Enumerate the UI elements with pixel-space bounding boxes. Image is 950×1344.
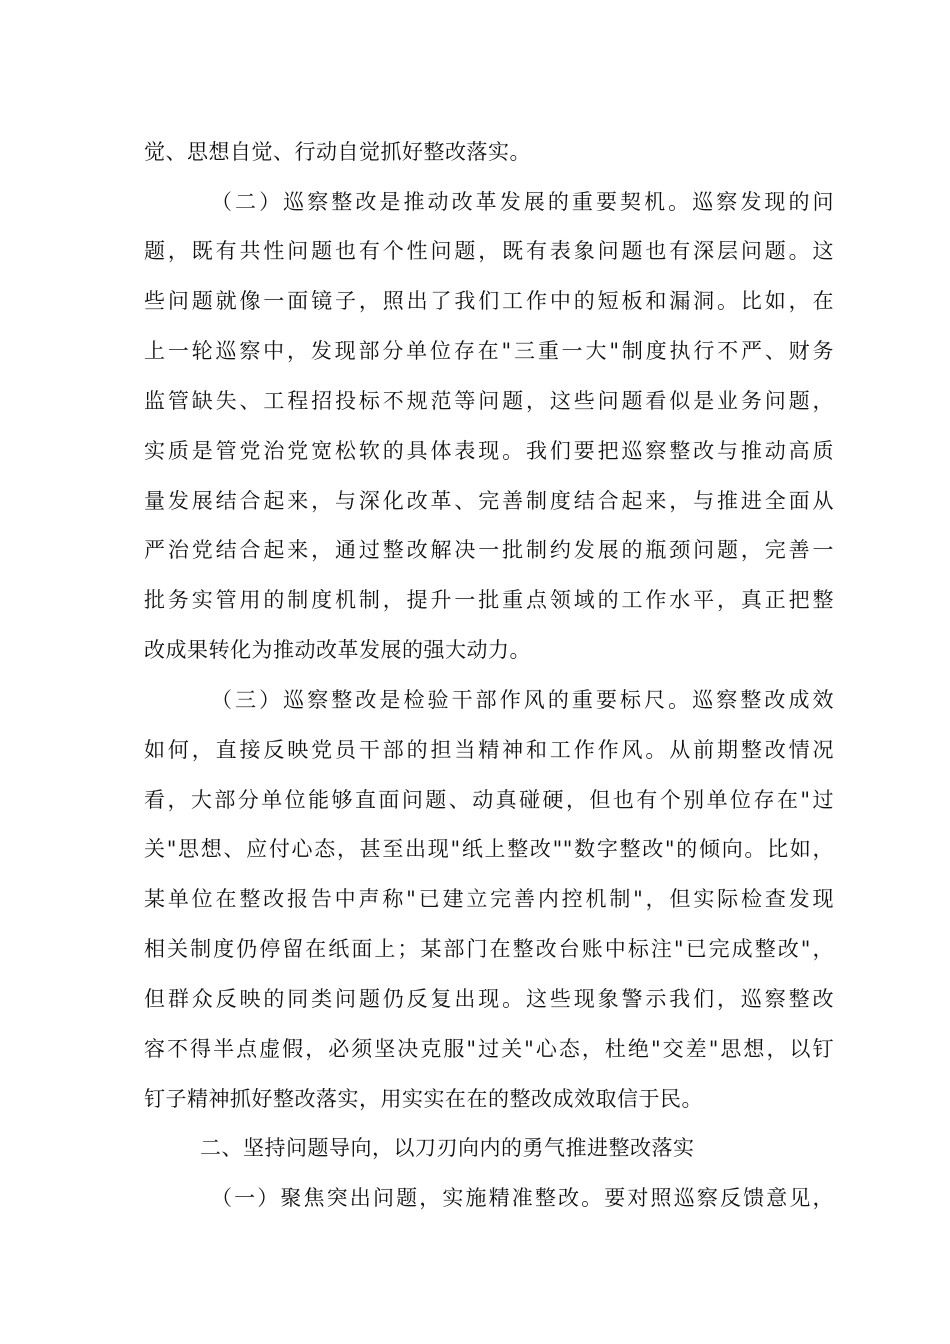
section-heading: 二、坚持问题导向，以刀刃向内的勇气推进整改落实	[200, 1136, 695, 1160]
paragraph-line: 改成果转化为推动改革发展的强大动力。	[144, 638, 531, 662]
paragraph-line: 如何，直接反映党员干部的担当精神和工作作风。从前期整改情况	[144, 738, 834, 762]
paragraph-line: 但群众反映的同类问题仍反复出现。这些现象警示我们，巡察整改	[144, 987, 834, 1011]
paragraph-line: 容不得半点虚假，必须坚决克服"过关"心态，杜绝"交差"思想，以钉	[144, 1037, 834, 1061]
paragraph-line: 量发展结合起来，与深化改革、完善制度结合起来，与推进全面从	[144, 489, 834, 513]
paragraph-line: （一）聚焦突出问题，实施精准整改。要对照巡察反馈意见，	[211, 1186, 834, 1210]
paragraph-line: 上一轮巡察中，发现部分单位存在"三重一大"制度执行不严、财务	[144, 339, 834, 363]
paragraph-line: 实质是管党治党宽松软的具体表现。我们要把巡察整改与推动高质	[144, 439, 834, 463]
paragraph-line: 关"思想、应付心态，甚至出现"纸上整改""数字整改"的倾向。比如，	[144, 837, 834, 861]
paragraph-line: 看，大部分单位能够直面问题、动真碰硬，但也有个别单位存在"过	[144, 788, 834, 812]
paragraph-line: 某单位在整改报告中声称"已建立完善内控机制"，但实际检查发现	[144, 887, 834, 911]
paragraph-line: 钉子精神抓好整改落实，用实实在在的整改成效取信于民。	[144, 1087, 703, 1111]
paragraph-line: 批务实管用的制度机制，提升一批重点领域的工作水平，真正把整	[144, 588, 834, 612]
paragraph-line: 严治党结合起来，通过整改解决一批制约发展的瓶颈问题，完善一	[144, 538, 834, 562]
paragraph-line: 监管缺失、工程招投标不规范等问题，这些问题看似是业务问题，	[144, 389, 834, 413]
paragraph-line: （三）巡察整改是检验干部作风的重要标尺。巡察整改成效	[211, 688, 834, 712]
paragraph-line: 相关制度仍停留在纸面上；某部门在整改台账中标注"已完成整改"，	[144, 937, 834, 961]
paragraph-line: 些问题就像一面镜子，照出了我们工作中的短板和漏洞。比如，在	[144, 289, 834, 313]
paragraph-line: 题，既有共性问题也有个性问题，既有表象问题也有深层问题。这	[144, 239, 834, 263]
paragraph-line: （二）巡察整改是推动改革发展的重要契机。巡察发现的问	[211, 190, 834, 214]
paragraph-line: 觉、思想自觉、行动自觉抓好整改落实。	[144, 140, 531, 164]
